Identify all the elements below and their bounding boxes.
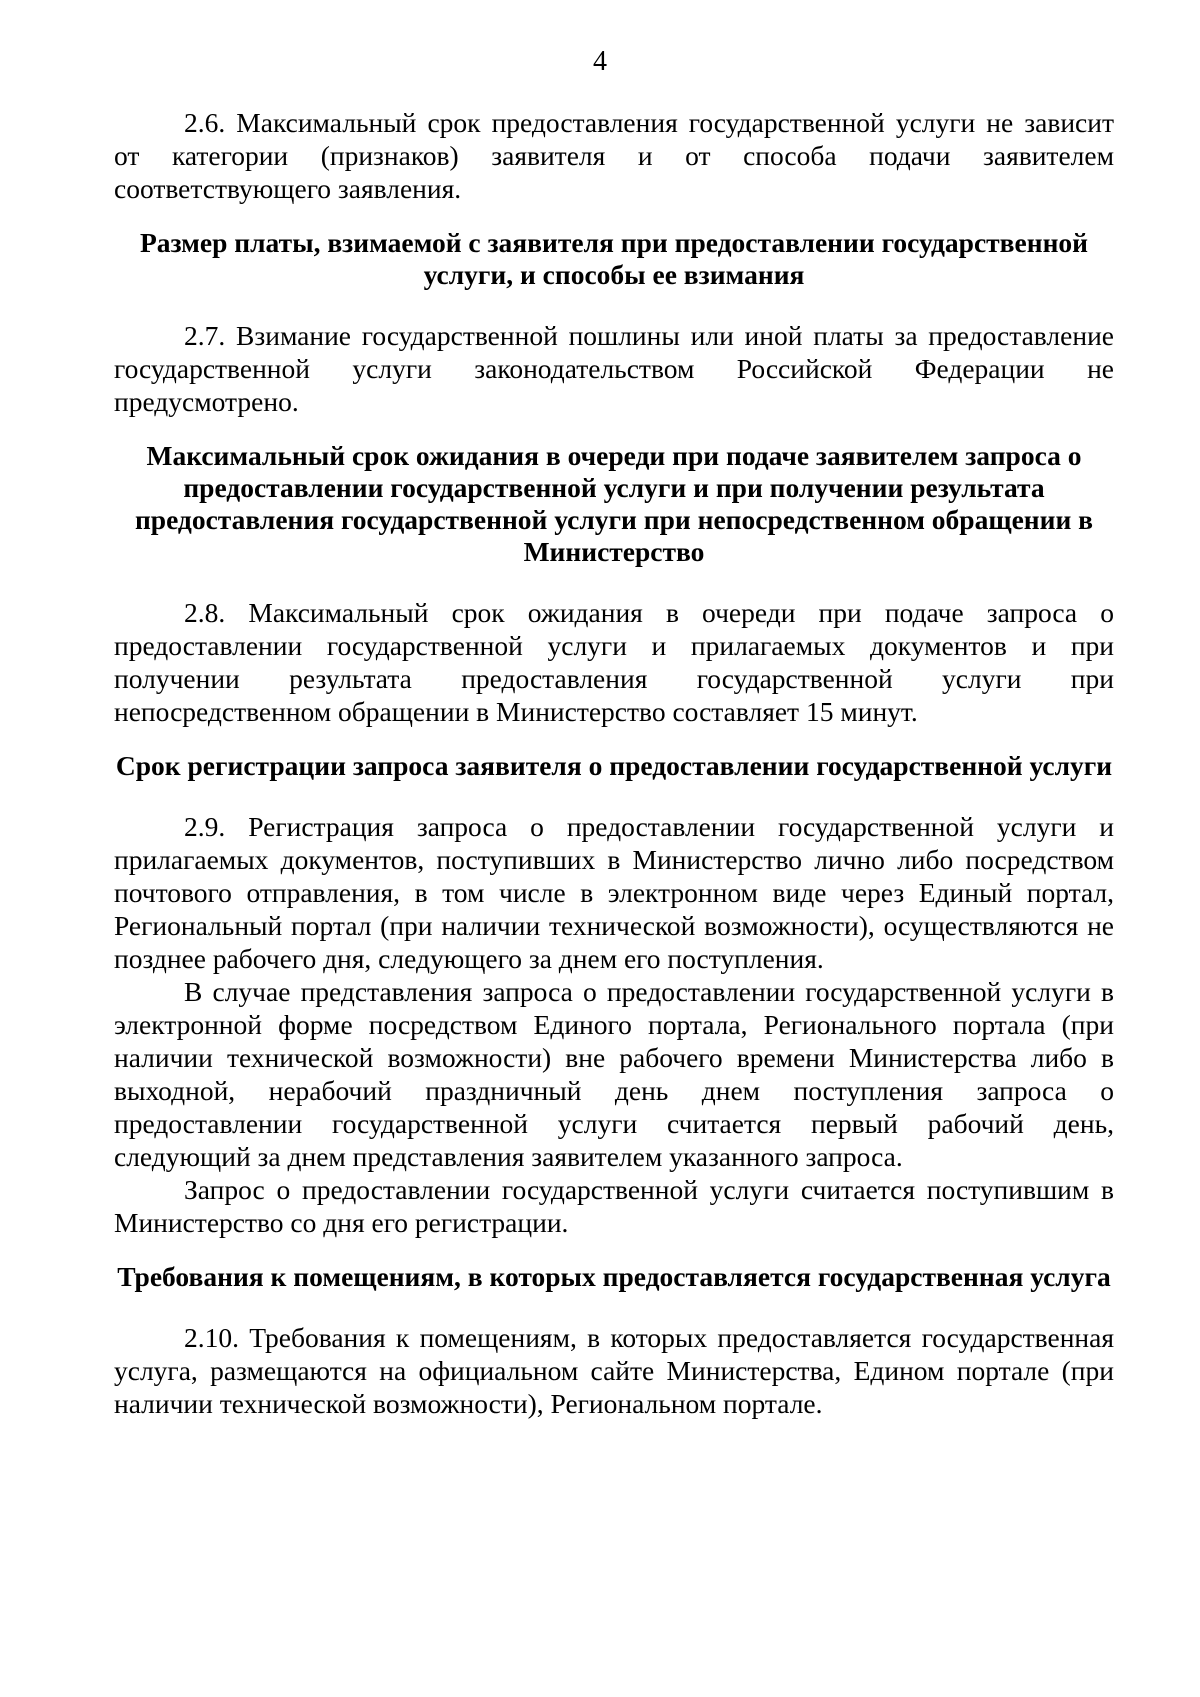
paragraph-2-9-electronic: В случае представления запроса о предоставлении государственной услуги в электронной форме посредством Единого портала, Регионального портала (при наличии технической возможности) вне рабочего времени Министерства либо в выходной, нерабочий праздничный день днем поступления запроса о предоставлении государственной услуги считается первый рабочий день, следующий за днем представления заявителем указанного запроса. (114, 976, 1114, 1172)
paragraph-2-6: 2.6. Максимальный срок предоставления государственной услуги не зависит от категории (признаков) заявителя и от способа подачи заявителем соответствующего заявления. (114, 107, 1114, 204)
paragraph-2-8: 2.8. Максимальный срок ожидания в очереди при подаче запроса о предоставлении государственной услуги и прилагаемых документов и при получении результата предоставления государственной услуги при непосредственном обращении в Министерство составляет 15 минут. (114, 597, 1114, 727)
paragraph-2-7: 2.7. Взимание государственной пошлины или иной платы за предоставление государственной услуги законодательством Российской Федерации не предусмотрено. (114, 320, 1114, 417)
heading-fee: Размер платы, взимаемой с заявителя при предоставлении государственной услуги, и способы ее взимания (139, 227, 1089, 290)
heading-registration: Срок регистрации запроса заявителя о предоставлении государственной услуги (115, 750, 1113, 781)
page-number: 4 (593, 46, 607, 77)
paragraph-2-9: 2.9. Регистрация запроса о предоставлении государственной услуги и прилагаемых документов, поступивших в Министерство лично либо посредством почтового отправления, в том числе в электронном виде через Единый портал, Региональный портал (при наличии технической возможности), осуществляются не позднее рабочего дня, следующего за днем его поступления. (114, 811, 1114, 974)
paragraph-2-9-received: Запрос о предоставлении государственной услуги считается поступившим в Министерство со дня его регистрации. (114, 1174, 1114, 1238)
heading-premises: Требования к помещениям, в которых предоставляется государственная услуга (117, 1261, 1111, 1292)
document-body (114, 106, 1114, 1420)
paragraph-2-10: 2.10. Требования к помещениям, в которых предоставляется государственная услуга, размещаются на официальном сайте Министерства, Едином портале (при наличии технической возможности), Региональном портале. (114, 1322, 1114, 1419)
heading-queue-time: Максимальный срок ожидания в очереди при подаче заявителем запроса о предоставлении государственной услуги и при получении результата предоставления государственной услуги при непосредственном обращении в Министерство (134, 440, 1094, 567)
